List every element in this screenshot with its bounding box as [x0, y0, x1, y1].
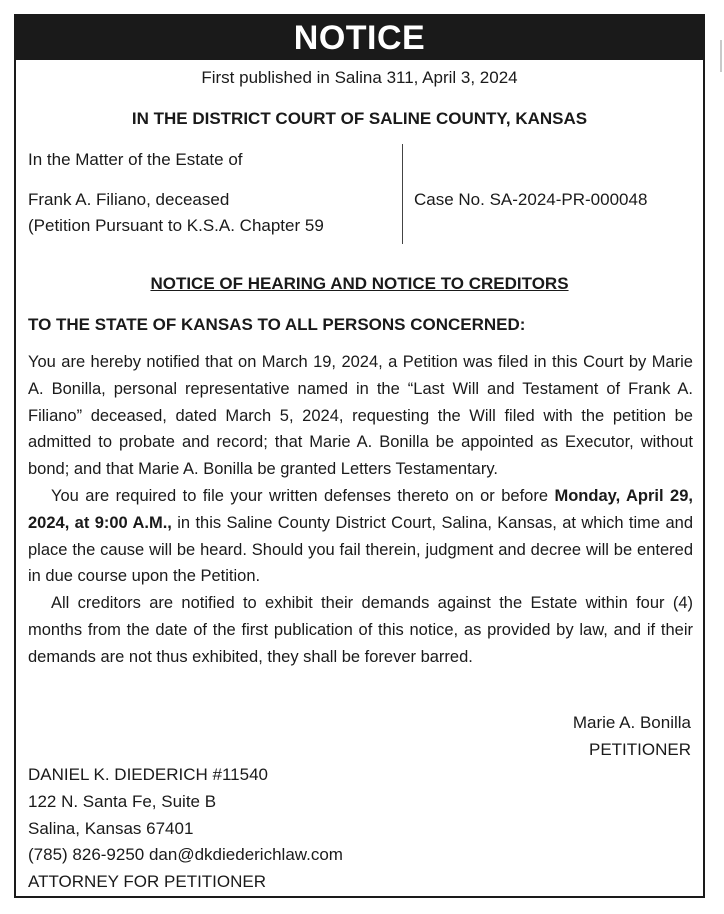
petitioner-name: Marie A. Bonilla	[572, 713, 691, 732]
defenses-text-start: You are required to file your written defenses thereto on or before	[51, 486, 555, 505]
paragraph-creditors: All creditors are notified to exhibit their demands against the Estate within four (4) months from the date of the first publication of this notice, as provided by law, and if their demands are not thus exhibited, they shall be forever barred.	[28, 594, 693, 666]
attorney-address-line-2: Salina, Kansas 67401	[28, 818, 194, 838]
notice-banner: NOTICE	[16, 16, 703, 60]
petitioner-role: PETITIONER	[588, 740, 691, 759]
decedent-line: Frank A. Filiano, deceased	[28, 190, 230, 209]
attorney-address-line-1: 122 N. Santa Fe, Suite B	[28, 791, 217, 811]
notice-body	[28, 349, 693, 671]
case-number: Case No. SA-2024-PR-000048	[414, 190, 648, 209]
caption-divider	[402, 144, 403, 244]
addressee-line: TO THE STATE OF KANSAS TO ALL PERSONS CONCERNED:	[28, 315, 526, 334]
court-heading: IN THE DISTRICT COURT OF SALINE COUNTY, KANSAS	[131, 109, 588, 128]
page-edge-mark	[720, 40, 722, 72]
publication-line: First published in Salina 311, April 3, 2024	[201, 68, 518, 87]
paragraph-defenses	[28, 483, 693, 590]
paragraph-petition: You are hereby notified that on March 19, 2024, a Petition was filed in this Court by Marie A. Bonilla, personal representative named in the “Last Will and Testament of Frank A. Filiano” deceased, dated March 5, 2024, requesting the Will filed with the petition be admitted to probate and record; that Marie A. Bonilla be appointed as Executor, without bond; and that Marie A. Bonilla be granted Letters Testamentary.	[28, 353, 693, 479]
petitioner-signature	[573, 709, 691, 763]
notice-frame	[14, 14, 705, 898]
hearing-date: Monday, April 29, 2024, at 9:00 A.M.,	[28, 486, 693, 532]
matter-line: In the Matter of the Estate of	[28, 150, 243, 169]
case-caption-left	[28, 147, 400, 239]
attorney-contact: (785) 826-9250 dan@dkdiederichlaw.com	[28, 845, 343, 865]
attorney-name: DANIEL K. DIEDERICH #11540	[28, 765, 268, 784]
attorney-block	[28, 762, 343, 896]
attorney-role: ATTORNEY FOR PETITIONER	[28, 872, 267, 892]
defenses-text-end: in this Saline County District Court, Salina, Kansas, at which time and place the cause will be heard. Should you fail therein, judgment and decree will be entered in due course upon the Petition.	[28, 513, 693, 586]
petition-type-line: (Petition Pursuant to K.S.A. Chapter 59	[28, 216, 324, 235]
hearing-title: NOTICE OF HEARING AND NOTICE TO CREDITORS	[150, 274, 569, 293]
caption-spacer	[28, 173, 400, 187]
